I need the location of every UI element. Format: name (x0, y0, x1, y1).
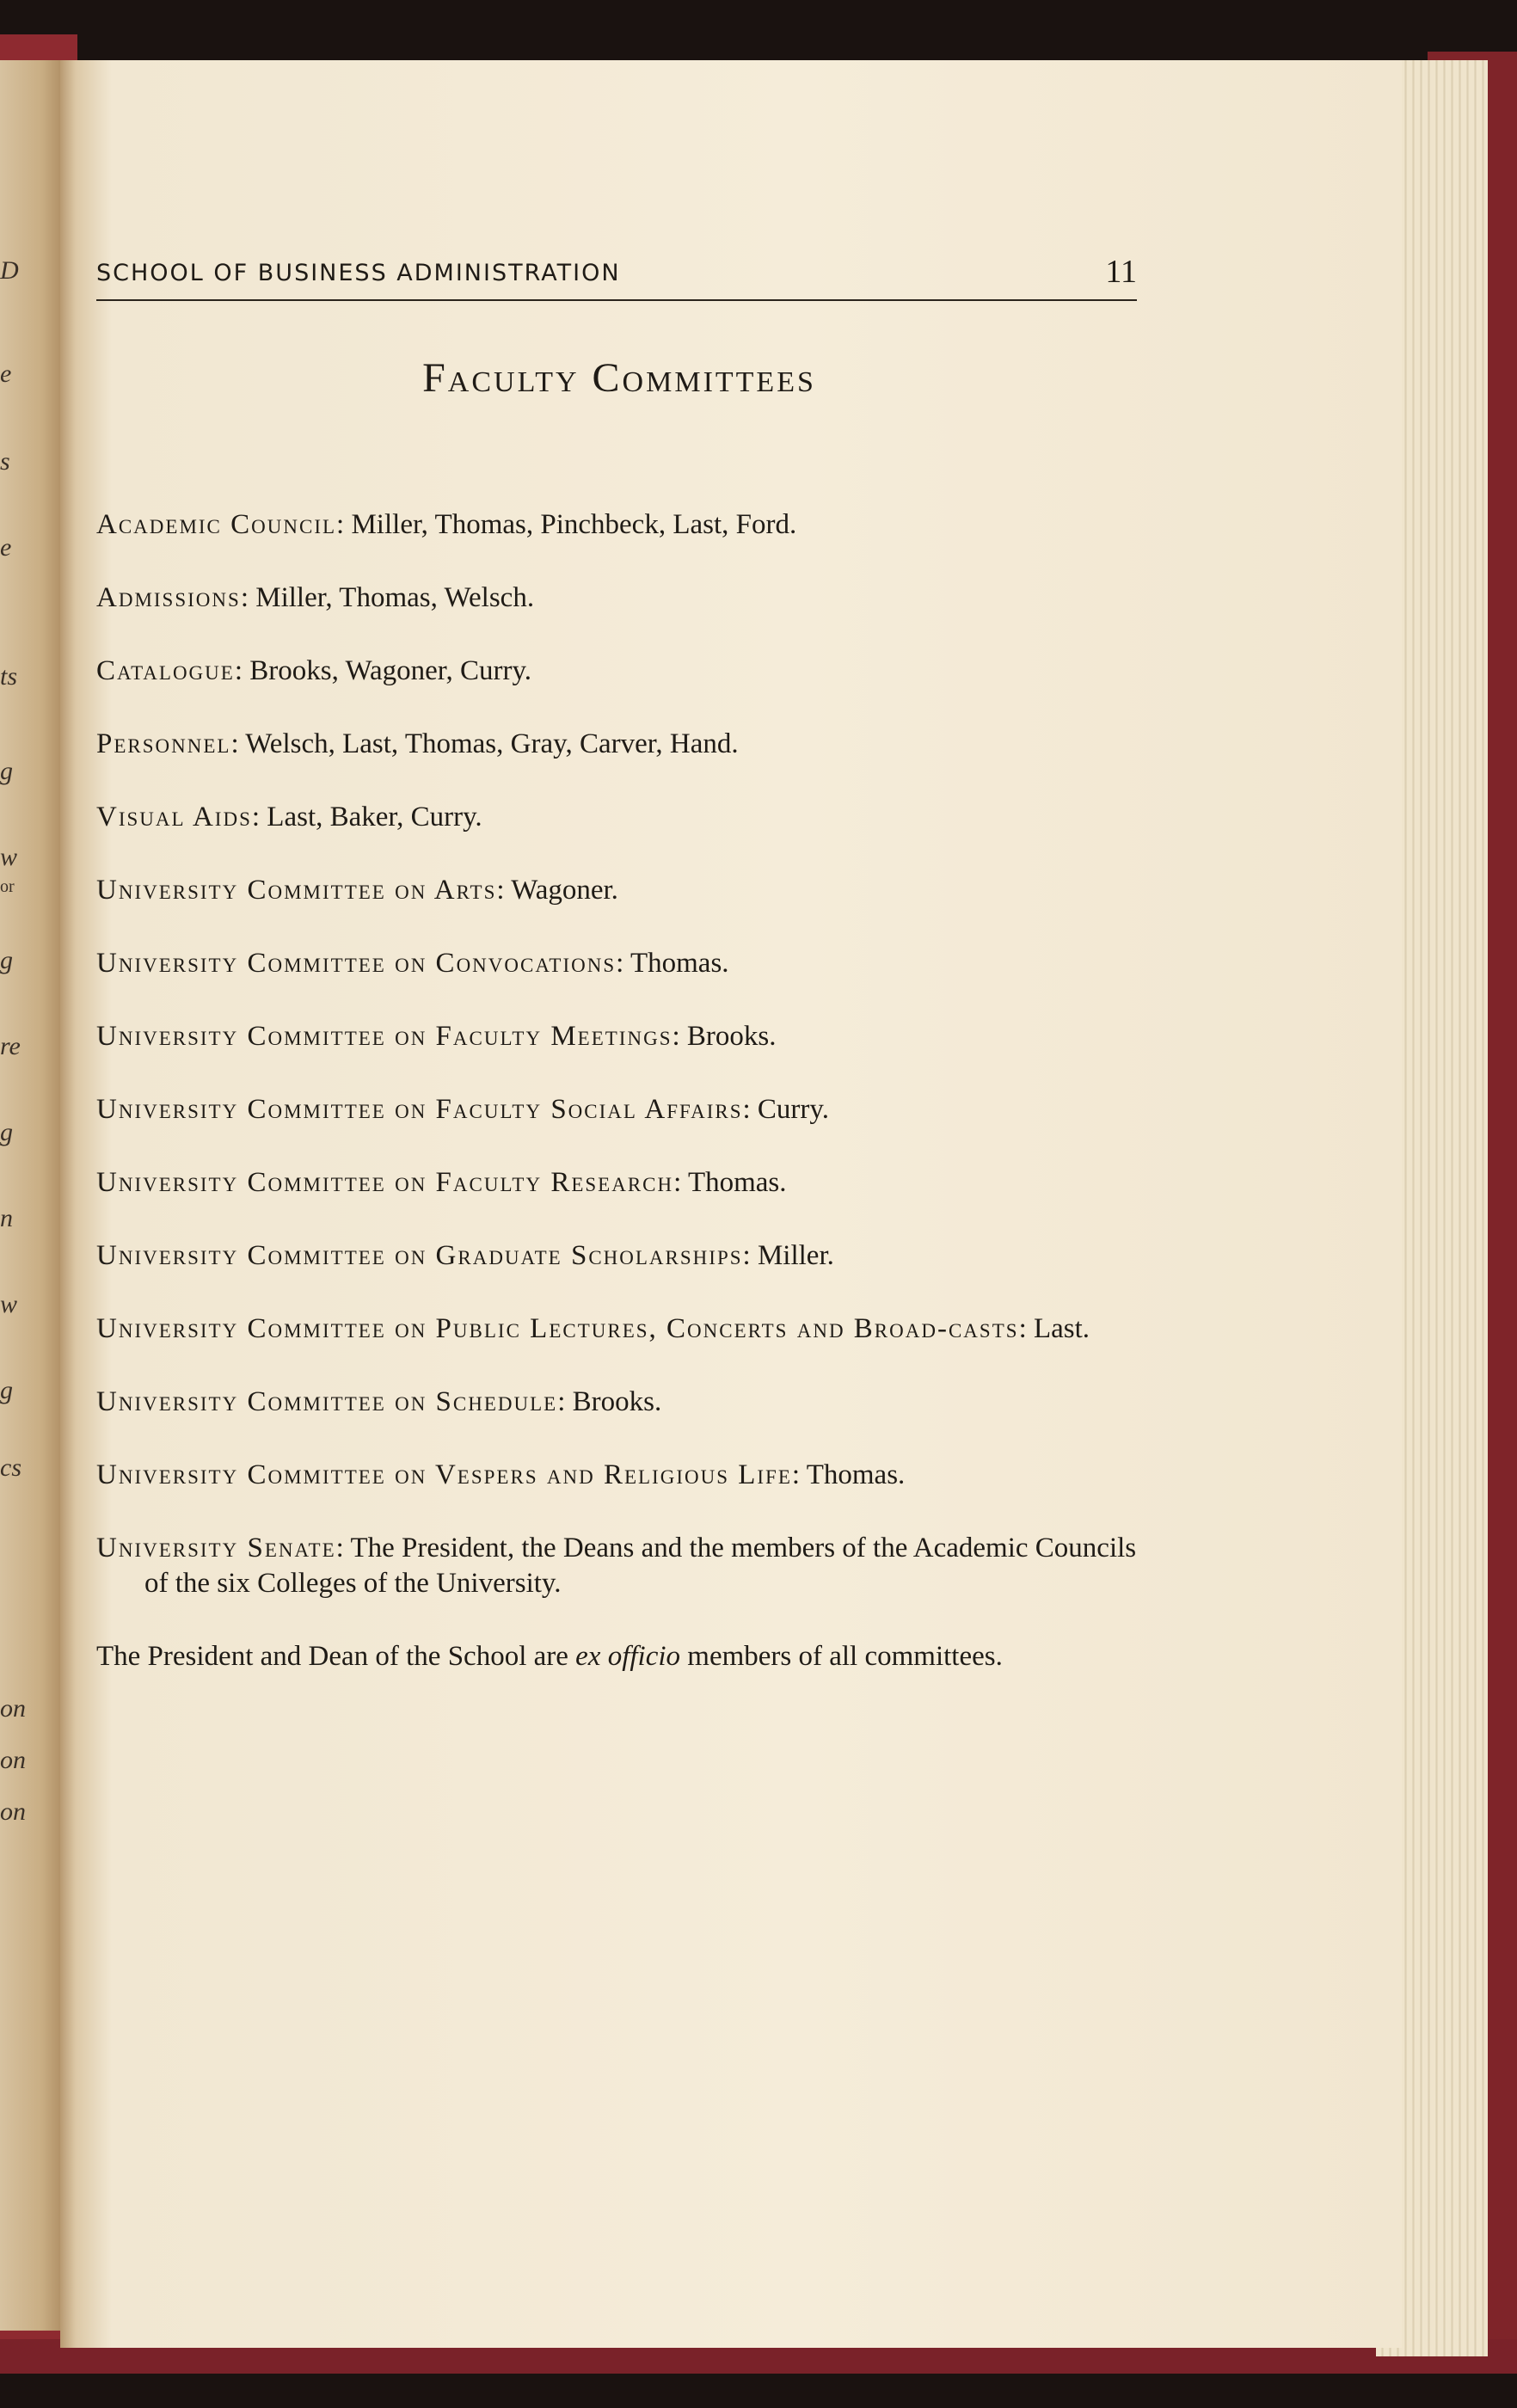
committee-entry: University Committee on Faculty Social Affairs: Curry. (96, 1094, 830, 1125)
committee-name: University Committee on Arts (96, 875, 497, 906)
committee-entry: University Committee on Public Lectures, Concerts and Broad-casts: Last. (96, 1313, 1090, 1344)
committee-entry: Personnel: Welsch, Last, Thomas, Gray, Carver, Hand. (96, 728, 739, 759)
committee-name: University Committee on Vespers and Religious Life (96, 1459, 792, 1490)
committee-entry: Academic Council: Miller, Thomas, Pinchbeck, Last, Ford. (96, 509, 797, 540)
committee-name: University Committee on Faculty Research (96, 1167, 674, 1198)
committee-members: Wagoner. (511, 875, 618, 906)
committee-name: Admissions (96, 582, 241, 613)
note-text: The President and Dean of the School are (96, 1641, 568, 1672)
committee-members: Brooks. (686, 1021, 777, 1052)
committee-entry: Visual Aids: Last, Baker, Curry. (96, 802, 482, 832)
committee-members: Brooks. (572, 1386, 662, 1417)
margin-fragment: g (0, 946, 13, 974)
committee-members: Brooks, Wagoner, Curry. (249, 655, 532, 686)
committee-members: Thomas. (806, 1459, 906, 1490)
margin-fragment: n (0, 1204, 13, 1232)
committee-entry: University Senate: The President, the Deans and the members of the Academic Councils of the six Colleges of the University. (96, 1533, 1137, 1599)
committee-name: University Committee on Convocations (96, 948, 617, 979)
committee-entry: Catalogue: Brooks, Wagoner, Curry. (96, 655, 532, 686)
committee-name: University Committee on Public Lectures, Concerts and Broad-casts (96, 1313, 1019, 1344)
running-title: SCHOOL OF BUSINESS ADMINISTRATION (96, 260, 621, 286)
margin-fragment: w (0, 843, 18, 871)
committee-name: Academic Council (96, 509, 337, 540)
committee-members: Last, Baker, Curry. (267, 802, 482, 832)
committee-entry: University Committee on Vespers and Religious Life: Thomas. (96, 1459, 906, 1490)
committee-name: Visual Aids (96, 802, 252, 832)
committee-list (96, 507, 1141, 1674)
margin-fragment: ts (0, 662, 18, 691)
committee-members: Last. (1033, 1313, 1090, 1344)
note-text: members of all committees. (687, 1641, 1003, 1672)
margin-fragment: re (0, 1032, 21, 1060)
page-title: Faculty Committees (422, 355, 816, 401)
closing-note (96, 1639, 1141, 1674)
committee-name: University Committee on Schedule (96, 1386, 558, 1417)
committee-members: Thomas. (630, 948, 729, 979)
committee-entry: University Committee on Arts: Wagoner. (96, 875, 618, 906)
margin-fragment: on (0, 1797, 26, 1826)
committee-members: Welsch, Last, Thomas, Gray, Carver, Hand. (245, 728, 739, 759)
margin-fragment: D (0, 256, 19, 285)
note-emphasis: ex officio (575, 1641, 681, 1672)
committee-name: University Committee on Faculty Meetings (96, 1021, 673, 1052)
committee-entry: Admissions: Miller, Thomas, Welsch. (96, 582, 535, 613)
committee-name: University Committee on Faculty Social Affairs (96, 1094, 743, 1125)
margin-fragment: s (0, 447, 10, 476)
margin-fragment: e (0, 359, 12, 388)
committee-members: Curry. (757, 1094, 830, 1125)
committee-entry: University Committee on Graduate Scholarships: Miller. (96, 1240, 834, 1271)
committee-entry: University Committee on Faculty Research: Thomas. (96, 1167, 787, 1198)
committee-members: Miller. (757, 1240, 834, 1271)
previous-page-edge (0, 60, 69, 2331)
committee-name: University Senate (96, 1533, 336, 1563)
margin-fragment: on (0, 1694, 26, 1723)
running-header (96, 256, 1137, 301)
page-number: 11 (1105, 254, 1137, 290)
margin-fragment: on (0, 1746, 26, 1774)
committee-name: Personnel (96, 728, 231, 759)
committee-members: Miller, Thomas, Pinchbeck, Last, Ford. (351, 509, 797, 540)
committee-name: Catalogue (96, 655, 235, 686)
margin-fragment: cs (0, 1453, 21, 1482)
margin-fragment: g (0, 757, 13, 785)
margin-fragment: g (0, 1118, 13, 1146)
committee-members: Thomas. (687, 1167, 787, 1198)
margin-fragment: or (0, 877, 15, 896)
margin-fragment: e (0, 533, 12, 562)
committee-entry: University Committee on Schedule: Brooks. (96, 1386, 662, 1417)
committee-members: Miller, Thomas, Welsch. (255, 582, 535, 613)
margin-fragment: w (0, 1290, 18, 1318)
committee-members: The President, the Deans and the members of the Academic Councils of the six Colleges of the University. (144, 1533, 1137, 1599)
book-page (60, 60, 1402, 2348)
committee-entry: University Committee on Faculty Meetings: Brooks. (96, 1021, 777, 1052)
committee-entry: University Committee on Convocations: Thomas. (96, 948, 729, 979)
margin-fragment: g (0, 1376, 13, 1404)
committee-name: University Committee on Graduate Scholarships (96, 1240, 743, 1271)
